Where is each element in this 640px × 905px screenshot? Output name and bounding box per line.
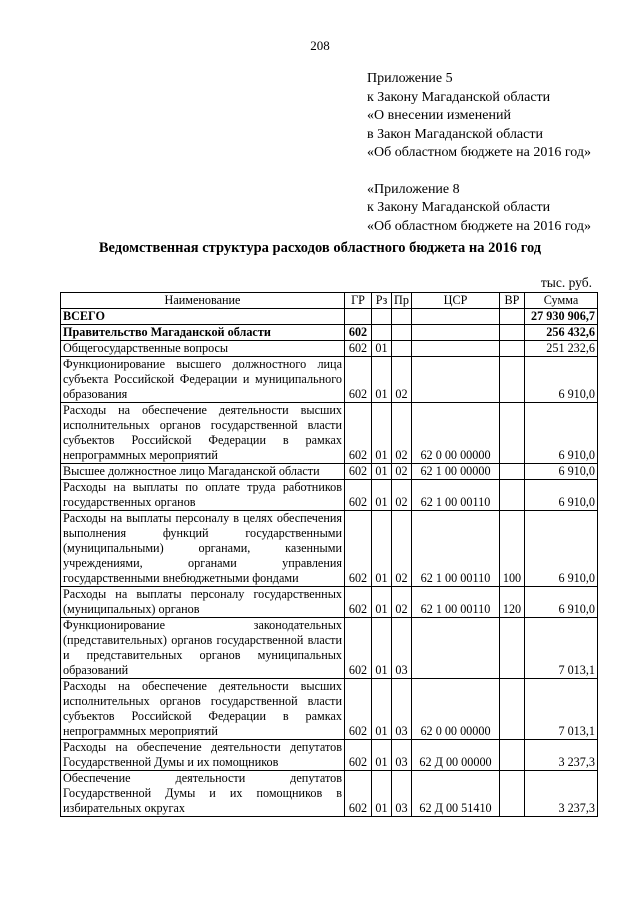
header-line: «Об областном бюджете на 2016 год» bbox=[367, 218, 591, 234]
table-row bbox=[61, 464, 598, 480]
header-line: «Приложение 8 bbox=[367, 181, 460, 197]
csr-cell bbox=[412, 341, 500, 357]
name-cell: Функционирование законодательных (представительных) органов государственной власти и представительных органов муниципальных образований bbox=[61, 618, 345, 679]
table-row bbox=[61, 740, 598, 771]
csr-cell: 62 0 00 00000 bbox=[412, 403, 500, 464]
pr-cell: 03 bbox=[392, 618, 412, 679]
header-line: к Закону Магаданской области bbox=[367, 89, 551, 105]
sum-cell: 6 910,0 bbox=[525, 480, 598, 511]
vr-cell bbox=[500, 403, 525, 464]
units-label: тыс. руб. bbox=[540, 275, 592, 290]
column-header: Наименование bbox=[61, 293, 345, 309]
column-header: ЦСР bbox=[412, 293, 500, 309]
sum-cell: 6 910,0 bbox=[525, 403, 598, 464]
sum-cell: 251 232,6 bbox=[525, 341, 598, 357]
csr-cell bbox=[412, 357, 500, 403]
table-row bbox=[61, 403, 598, 464]
pr-cell bbox=[392, 309, 412, 325]
name-cell: Расходы на выплаты персоналу в целях обеспечения выполнения функций государственными (муниципальными) органами, казенными учреждениями, органами управления государственными внебюджетными фондами bbox=[61, 511, 345, 587]
gr-cell: 602 bbox=[345, 480, 372, 511]
column-header: ГР bbox=[345, 293, 372, 309]
table-row bbox=[61, 480, 598, 511]
expenditure-table bbox=[60, 292, 598, 817]
header-line: «О внесении изменений bbox=[367, 108, 511, 123]
table-row bbox=[61, 325, 598, 341]
pr-cell: 02 bbox=[392, 403, 412, 464]
table-header-row bbox=[61, 293, 598, 309]
rz-cell bbox=[372, 325, 392, 341]
gr-cell: 602 bbox=[345, 464, 372, 480]
name-cell: Функционирование высшего должностного лица субъекта Российской Федерации и муниципального образования bbox=[61, 357, 345, 403]
pr-cell bbox=[392, 341, 412, 357]
pr-cell: 02 bbox=[392, 357, 412, 403]
vr-cell bbox=[500, 325, 525, 341]
vr-cell bbox=[500, 357, 525, 403]
rz-cell: 01 bbox=[372, 341, 392, 357]
rz-cell: 01 bbox=[372, 587, 392, 618]
header-line: в Закон Магаданской области bbox=[367, 126, 543, 142]
sum-cell: 6 910,0 bbox=[525, 587, 598, 618]
rz-cell: 01 bbox=[372, 618, 392, 679]
table-row bbox=[61, 357, 598, 403]
gr-cell bbox=[345, 309, 372, 325]
sum-cell: 7 013,1 bbox=[525, 679, 598, 740]
name-cell: Расходы на выплаты персоналу государственных (муниципальных) органов bbox=[61, 587, 345, 618]
rz-cell: 01 bbox=[372, 480, 392, 511]
csr-cell: 62 Д 00 00000 bbox=[412, 740, 500, 771]
name-cell: Расходы на обеспечение деятельности депутатов Государственной Думы и их помощников bbox=[61, 740, 345, 771]
document-title: Ведомственная структура расходов областного бюджета на 2016 год bbox=[98, 240, 542, 256]
name-cell: Расходы на обеспечение деятельности высших исполнительных органов государственной власти субъектов Российской Федерации в рамках непрограммных мероприятий bbox=[61, 403, 345, 464]
header-line: к Закону Магаданской области bbox=[367, 200, 551, 215]
csr-cell bbox=[412, 325, 500, 341]
pr-cell: 02 bbox=[392, 480, 412, 511]
vr-cell bbox=[500, 771, 525, 817]
pr-cell: 02 bbox=[392, 511, 412, 587]
sum-cell: 3 237,3 bbox=[525, 771, 598, 817]
pr-cell: 02 bbox=[392, 464, 412, 480]
table-row bbox=[61, 679, 598, 740]
vr-cell bbox=[500, 740, 525, 771]
table-row bbox=[61, 587, 598, 618]
rz-cell: 01 bbox=[372, 464, 392, 480]
rz-cell: 01 bbox=[372, 740, 392, 771]
gr-cell: 602 bbox=[345, 740, 372, 771]
page-number: 208 bbox=[310, 38, 330, 53]
sum-cell: 3 237,3 bbox=[525, 740, 598, 771]
name-cell: Правительство Магаданской области bbox=[61, 325, 345, 341]
csr-cell bbox=[412, 309, 500, 325]
column-header: ВР bbox=[500, 293, 525, 309]
vr-cell: 100 bbox=[500, 511, 525, 587]
rz-cell bbox=[372, 309, 392, 325]
pr-cell bbox=[392, 325, 412, 341]
appendix-header bbox=[367, 70, 591, 236]
sum-cell: 6 910,0 bbox=[525, 357, 598, 403]
header-line: Приложение 5 bbox=[367, 71, 453, 86]
sum-cell: 6 910,0 bbox=[525, 464, 598, 480]
column-header: Рз bbox=[372, 293, 392, 309]
table-row bbox=[61, 771, 598, 817]
name-cell: Общегосударственные вопросы bbox=[61, 341, 345, 357]
name-cell: ВСЕГО bbox=[61, 309, 345, 325]
vr-cell bbox=[500, 309, 525, 325]
table-row bbox=[61, 511, 598, 587]
csr-cell: 62 1 00 00110 bbox=[412, 587, 500, 618]
name-cell: Обеспечение деятельности депутатов Государственной Думы и их помощников в избирательных округах bbox=[61, 771, 345, 817]
table-row bbox=[61, 309, 598, 325]
gr-cell: 602 bbox=[345, 357, 372, 403]
name-cell: Высшее должностное лицо Магаданской области bbox=[61, 464, 345, 480]
name-cell: Расходы на выплаты по оплате труда работников государственных органов bbox=[61, 480, 345, 511]
header-line: «Об областном бюджете на 2016 год» bbox=[367, 145, 591, 160]
vr-cell bbox=[500, 480, 525, 511]
vr-cell bbox=[500, 679, 525, 740]
csr-cell: 62 Д 00 51410 bbox=[412, 771, 500, 817]
rz-cell: 01 bbox=[372, 679, 392, 740]
table-row bbox=[61, 341, 598, 357]
sum-cell: 27 930 906,7 bbox=[525, 309, 598, 325]
gr-cell: 602 bbox=[345, 403, 372, 464]
pr-cell: 03 bbox=[392, 740, 412, 771]
pr-cell: 03 bbox=[392, 771, 412, 817]
gr-cell: 602 bbox=[345, 771, 372, 817]
vr-cell bbox=[500, 464, 525, 480]
table-body bbox=[61, 309, 598, 817]
column-header: Пр bbox=[392, 293, 412, 309]
table-row bbox=[61, 618, 598, 679]
name-cell: Расходы на обеспечение деятельности высших исполнительных органов государственной власти субъектов Российской Федерации в рамках непрограммных мероприятий bbox=[61, 679, 345, 740]
csr-cell bbox=[412, 618, 500, 679]
csr-cell: 62 1 00 00000 bbox=[412, 464, 500, 480]
pr-cell: 03 bbox=[392, 679, 412, 740]
rz-cell: 01 bbox=[372, 511, 392, 587]
gr-cell: 602 bbox=[345, 325, 372, 341]
column-header: Сумма bbox=[525, 293, 598, 309]
sum-cell: 6 910,0 bbox=[525, 511, 598, 587]
gr-cell: 602 bbox=[345, 679, 372, 740]
csr-cell: 62 0 00 00000 bbox=[412, 679, 500, 740]
rz-cell: 01 bbox=[372, 357, 392, 403]
csr-cell: 62 1 00 00110 bbox=[412, 480, 500, 511]
vr-cell bbox=[500, 341, 525, 357]
rz-cell: 01 bbox=[372, 403, 392, 464]
gr-cell: 602 bbox=[345, 587, 372, 618]
sum-cell: 256 432,6 bbox=[525, 325, 598, 341]
pr-cell: 02 bbox=[392, 587, 412, 618]
sum-cell: 7 013,1 bbox=[525, 618, 598, 679]
rz-cell: 01 bbox=[372, 771, 392, 817]
gr-cell: 602 bbox=[345, 618, 372, 679]
gr-cell: 602 bbox=[345, 341, 372, 357]
gr-cell: 602 bbox=[345, 511, 372, 587]
csr-cell: 62 1 00 00110 bbox=[412, 511, 500, 587]
vr-cell bbox=[500, 618, 525, 679]
vr-cell: 120 bbox=[500, 587, 525, 618]
